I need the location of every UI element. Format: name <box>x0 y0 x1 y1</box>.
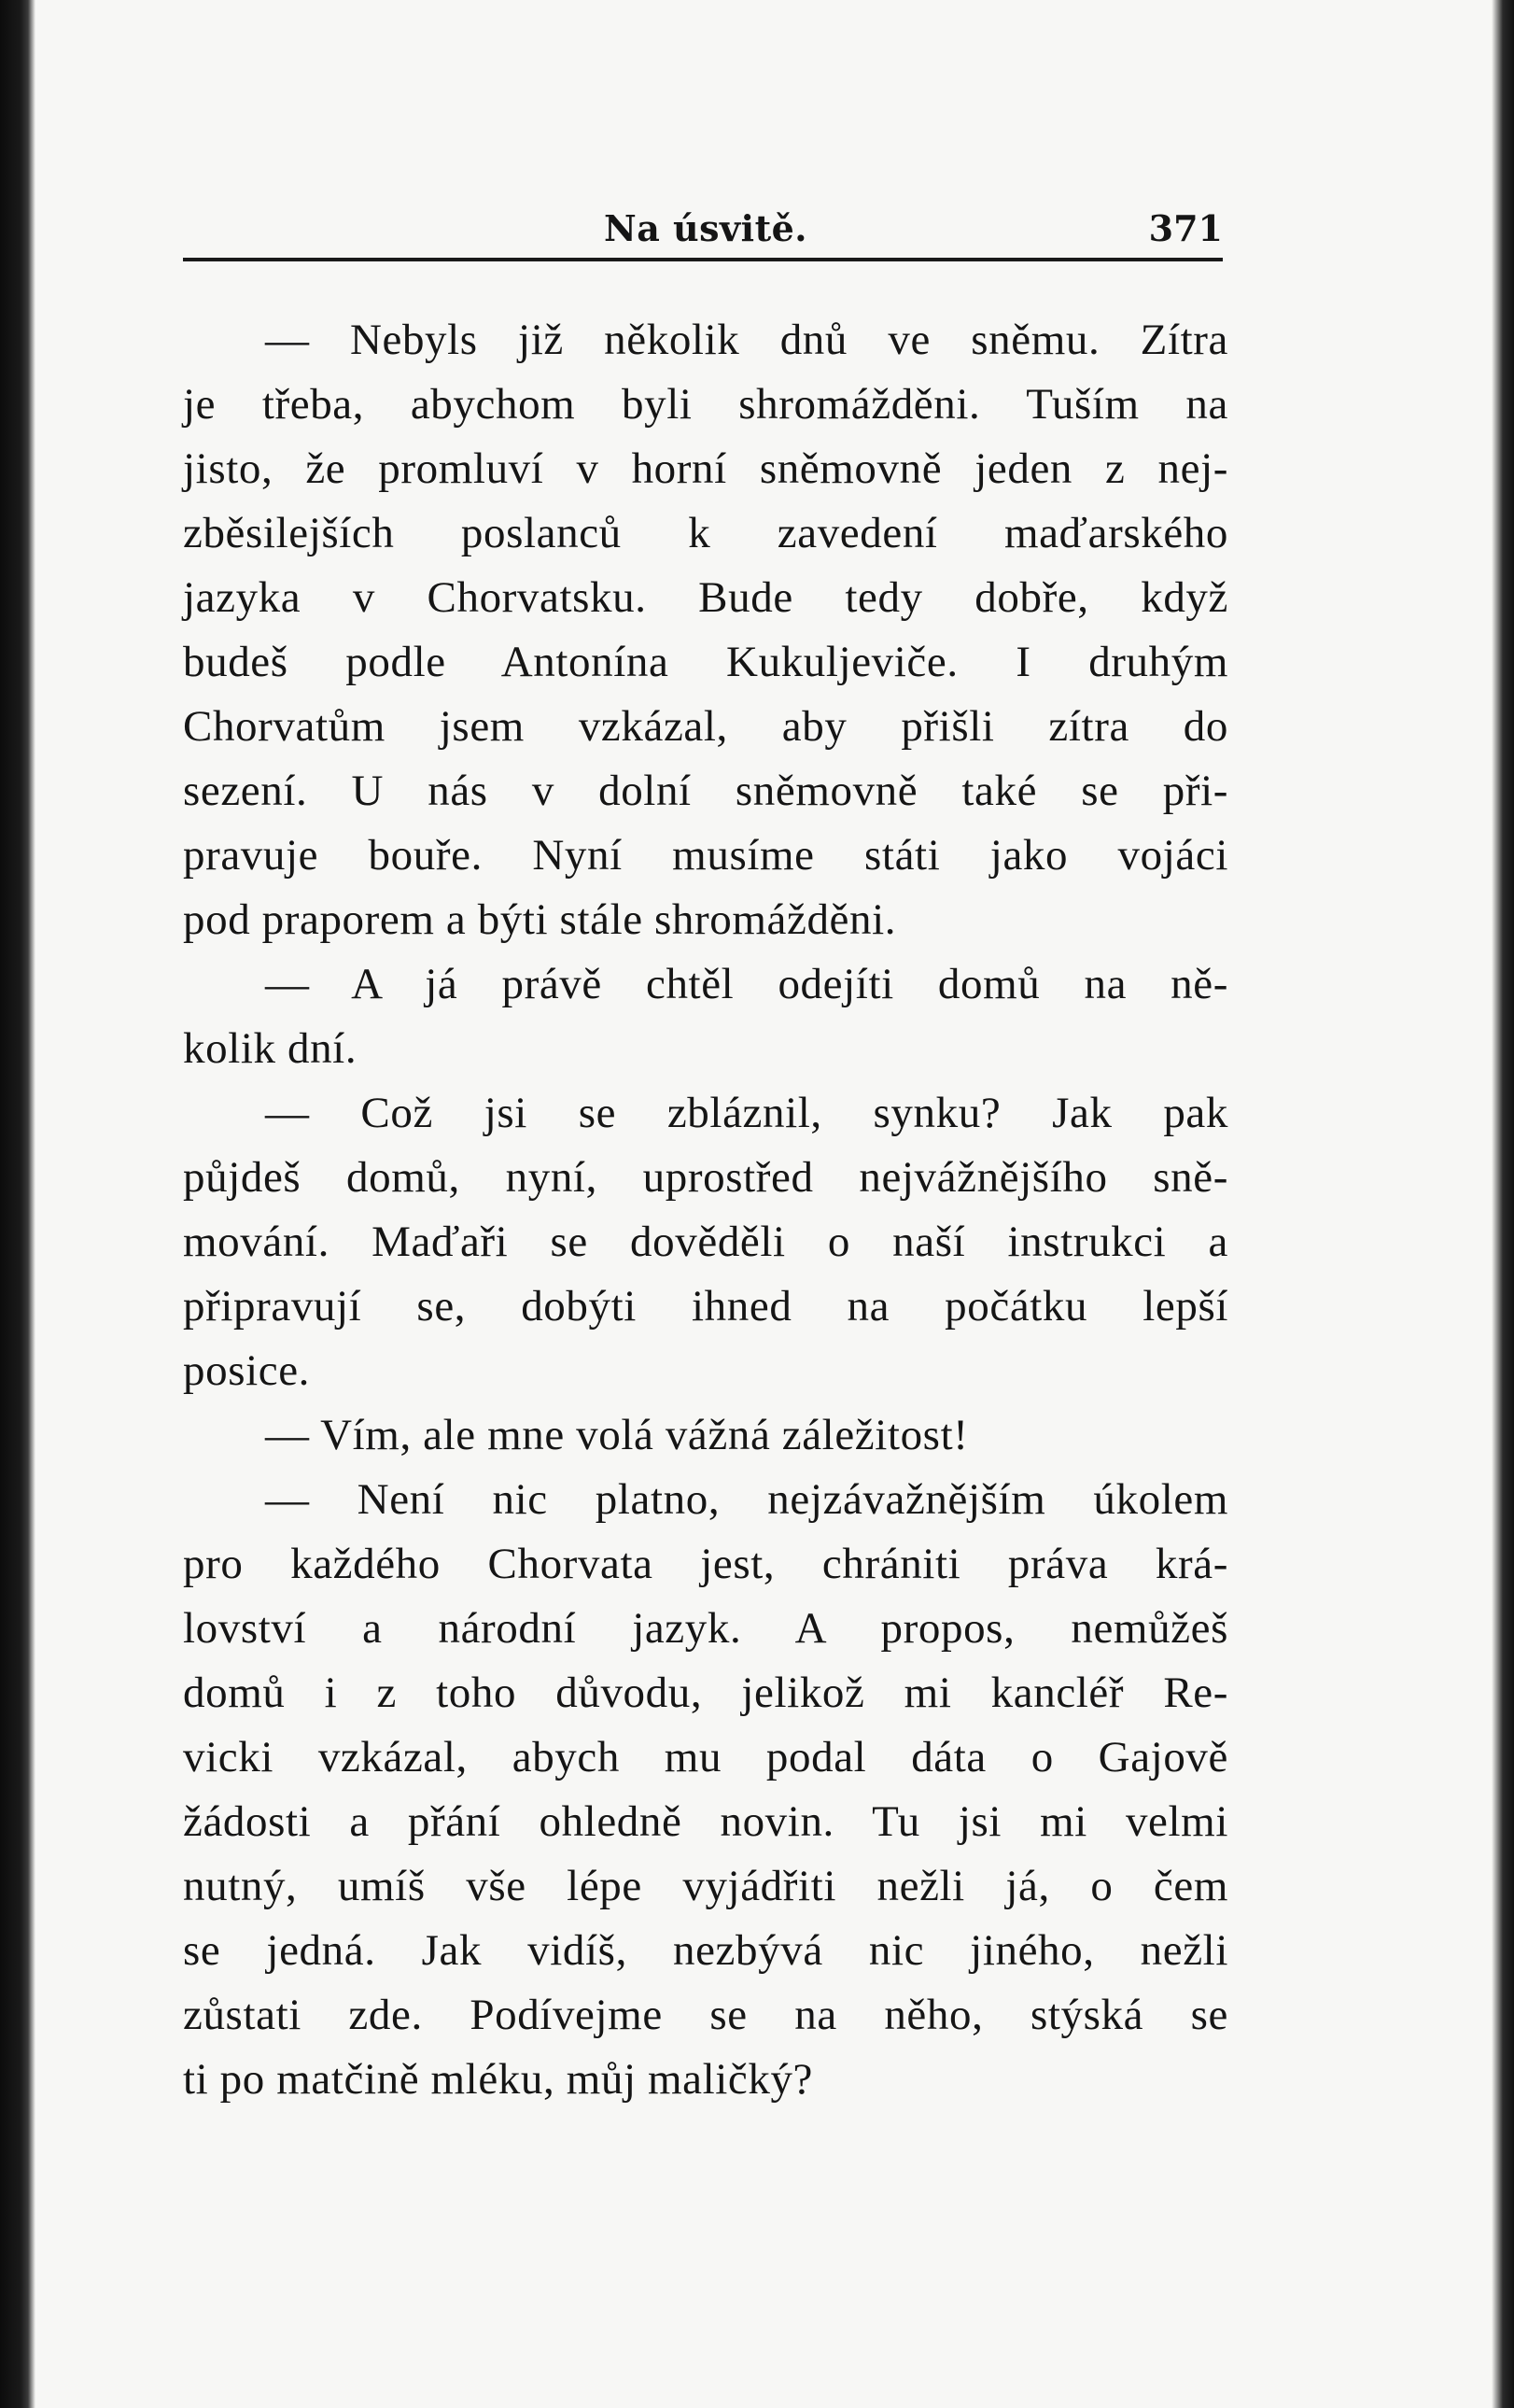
text-line: připravují se, dobýti ihned na počátku lepší <box>183 1282 1228 1331</box>
header-rule <box>183 258 1223 261</box>
book-page <box>183 187 1228 2112</box>
text-line: posice. <box>183 1346 311 1395</box>
text-line: ti po matčině mléku, můj maličký? <box>183 2055 814 2104</box>
text-line: — Což jsi se zbláznil, synku? Jak pak <box>265 1089 1228 1137</box>
body-text <box>183 308 1228 2112</box>
text-line: pro každého Chorvata jest, chrániti práva krá- <box>183 1540 1228 1588</box>
running-title: Na úsvitě. <box>603 207 808 249</box>
text-line: mování. Maďaři se dověděli o naší instrukci a <box>183 1218 1228 1266</box>
text-line: je třeba, abychom byli shromážděni. Tuším na <box>183 380 1228 429</box>
text-line: pod praporem a býti stále shromážděni. <box>183 895 897 944</box>
text-line: lovství a národní jazyk. A propos, nemůžeš <box>183 1604 1228 1653</box>
text-line: — Vím, ale mne volá vážná záležitost! <box>265 1411 969 1459</box>
text-line: zběsilejších poslanců k zavedení maďarského <box>183 509 1228 557</box>
text-line: jazyka v Chorvatsku. Bude tedy dobře, když <box>183 573 1228 622</box>
text-line: budeš podle Antonína Kukuljeviče. I druhým <box>183 638 1228 686</box>
text-line: žádosti a přání ohledně novin. Tu jsi mi velmi <box>183 1797 1228 1846</box>
scan-edge-left <box>0 0 35 2408</box>
text-line: — Není nic platno, nejzávažnějším úkolem <box>265 1475 1228 1524</box>
text-line: domů i z toho důvodu, jelikož mi kancléř Re- <box>183 1669 1228 1717</box>
text-line: zůstati zde. Podívejme se na něho, stýská se <box>183 1991 1228 2039</box>
page-number: 371 <box>1148 207 1223 249</box>
text-line: Chorvatům jsem vzkázal, aby přišli zítra do <box>183 702 1228 751</box>
text-line: jisto, že promluví v horní sněmovně jeden z nej- <box>183 444 1228 493</box>
text-line: vicki vzkázal, abych mu podal dáta o Gajově <box>183 1733 1228 1781</box>
text-line: nutný, umíš vše lépe vyjádřiti nežli já, o čem <box>183 1862 1228 1910</box>
text-line: pravuje bouře. Nyní musíme státi jako vojáci <box>183 831 1228 880</box>
text-line: — Nebyls již několik dnů ve sněmu. Zítra <box>265 316 1228 364</box>
text-line: se jedná. Jak vidíš, nezbývá nic jiného, nežli <box>183 1926 1228 1975</box>
page-header <box>183 187 1228 254</box>
scan-edge-right <box>1492 0 1514 2408</box>
text-line: kolik dní. <box>183 1024 357 1073</box>
text-line: sezení. U nás v dolní sněmovně také se při- <box>183 767 1228 815</box>
text-line: — A já právě chtěl odejíti domů na ně- <box>265 960 1228 1008</box>
text-line: půjdeš domů, nyní, uprostřed nejvážnějšího sně- <box>183 1153 1228 1202</box>
